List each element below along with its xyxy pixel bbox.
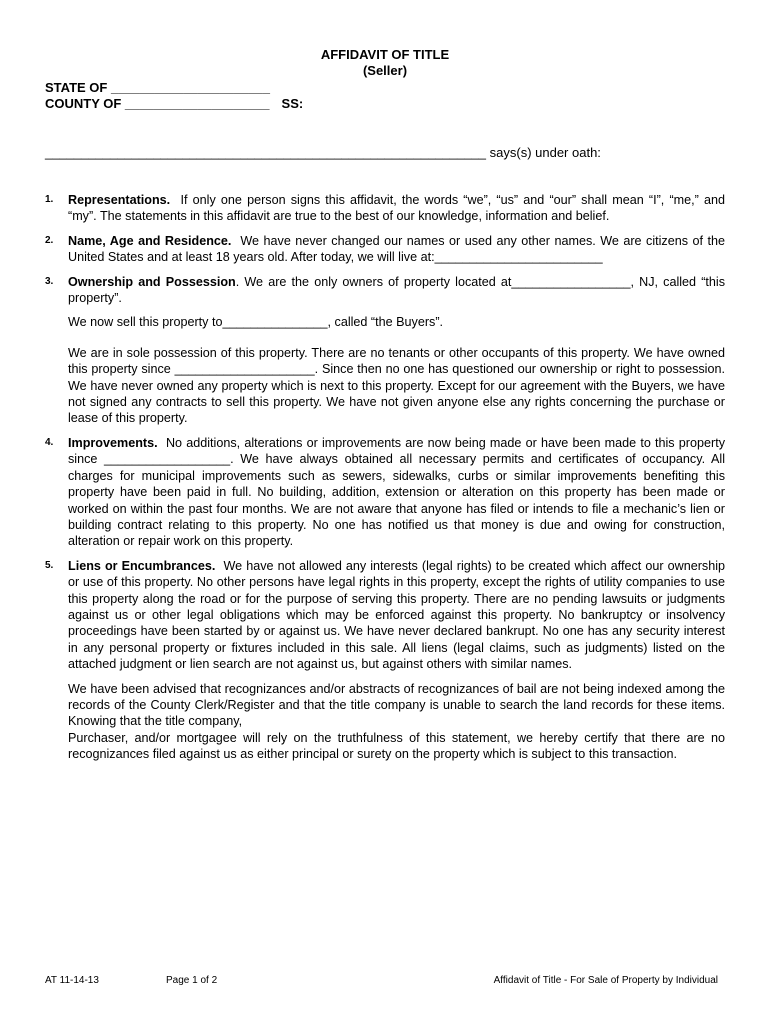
section-heading: Name, Age and Residence. [68, 233, 232, 248]
section-ownership-possession [45, 274, 725, 427]
county-label: COUNTY OF ____________________ [45, 96, 270, 111]
footer-page-number: Page 1 of 2 [166, 975, 218, 986]
section-paragraph [68, 558, 725, 673]
section-text: . We are the only owners of property located at_________________, NJ, called “this property”. [68, 274, 725, 306]
section-number: 3. [45, 275, 54, 287]
section-paragraph [68, 192, 725, 225]
section-paragraph: We have been advised that recognizances and/or abstracts of recognizances of bail are not being indexed among the records of the County Clerk/Register and that the title company is unable to search the land records for these items. Knowing that the title company, [68, 681, 725, 729]
section-number: 5. [45, 559, 54, 571]
section-heading: Representations. [68, 193, 171, 207]
section-liens-encumbrances [45, 558, 725, 763]
state-line: STATE OF ______________________ [45, 80, 271, 95]
section-paragraph [68, 233, 725, 266]
document-title-block [0, 47, 770, 79]
section-paragraph: We now sell this property to_______________, called “the Buyers”. [68, 315, 444, 330]
section-paragraph: We are in sole possession of this property. There are no tenants or other occupants of this property. We have owned this property since ____________________. Since then no one has questioned our ownership or right to possession. We have never owned any property which is next to this property. Except for our agreement with the Buyers, we have not signed any contracts to sell this property. We have not given anyone else any rights concerning the purchase or lease of this property. [68, 345, 725, 426]
section-text: No additions, alterations or improvements are now being made or have been made to this property since __________________. We have always obtained all necessary permits and certificates of occupancy. All charges for municipal improvements such as sewers, sidewalks, curbs or similar improvements benefiting this property have been paid in full. No building, addition, extension or alteration on this property has been made or worked on within the past four months. We are not aware that anyone has filed or intends to file a mechanic’s lien or building contract relating to this property. No one has notified us that money is due and owing for construction, alteration or repair work on this property. [68, 435, 725, 549]
section-text: We have not allowed any interests (legal rights) to be created which affect our ownership or use of this property. No other persons have legal rights in this property, except the rights of utility companies to use this property along the road or for the purpose of serving this property. There are no pending lawsuits or judgments against us or other legal obligations which may be enforced against this property. No bankruptcy or insolvency proceedings have been started by or against us. We have never declared bankrupt. No one has any security interest in any personal property or fixtures included in this sale. All liens (legal claims, such as judgments) listed on the attached judgment or lien search are not against us, but against others with similar names. [68, 558, 725, 672]
oath-line: _____________________________________________________________ says(s) under oath: [45, 145, 601, 160]
footer-form-code: AT 11-14-13 [45, 975, 99, 986]
section-paragraph [68, 435, 725, 550]
section-number: 1. [45, 194, 54, 205]
affidavit-body [45, 192, 725, 771]
document-subtitle: (Seller) [362, 63, 408, 78]
section-paragraph [68, 274, 725, 307]
footer-document-title: Affidavit of Title - For Sale of Property by Individual [493, 975, 718, 986]
section-heading: Ownership and Possession [68, 274, 236, 289]
section-paragraph: Purchaser, and/or mortgagee will rely on the truthfulness of this statement, we hereby certify that there are no recognizances filed against us as either principal or surety on the property which is subject to this transaction. [68, 730, 725, 762]
section-number: 2. [45, 234, 54, 246]
section-improvements [45, 435, 725, 550]
county-line [45, 96, 303, 112]
section-heading: Improvements. [68, 435, 158, 450]
section-name-age-residence [45, 233, 725, 266]
section-number: 4. [45, 436, 54, 448]
section-text: If only one person signs this affidavit, the words “we”, “us” and “our” shall mean “I”, “me,” and “my”. The statements in this affidavit are true to the best of our knowledge, information and belief. [68, 193, 725, 224]
ss-label: SS: [281, 96, 304, 111]
document-title: AFFIDAVIT OF TITLE [320, 47, 450, 62]
section-heading: Liens or Encumbrances. [68, 558, 216, 573]
section-representations [45, 192, 725, 225]
section-text: We have never changed our names or used any other names. We are citizens of the United States and at least 18 years old. After today, we will live at:________________________ [68, 233, 725, 265]
